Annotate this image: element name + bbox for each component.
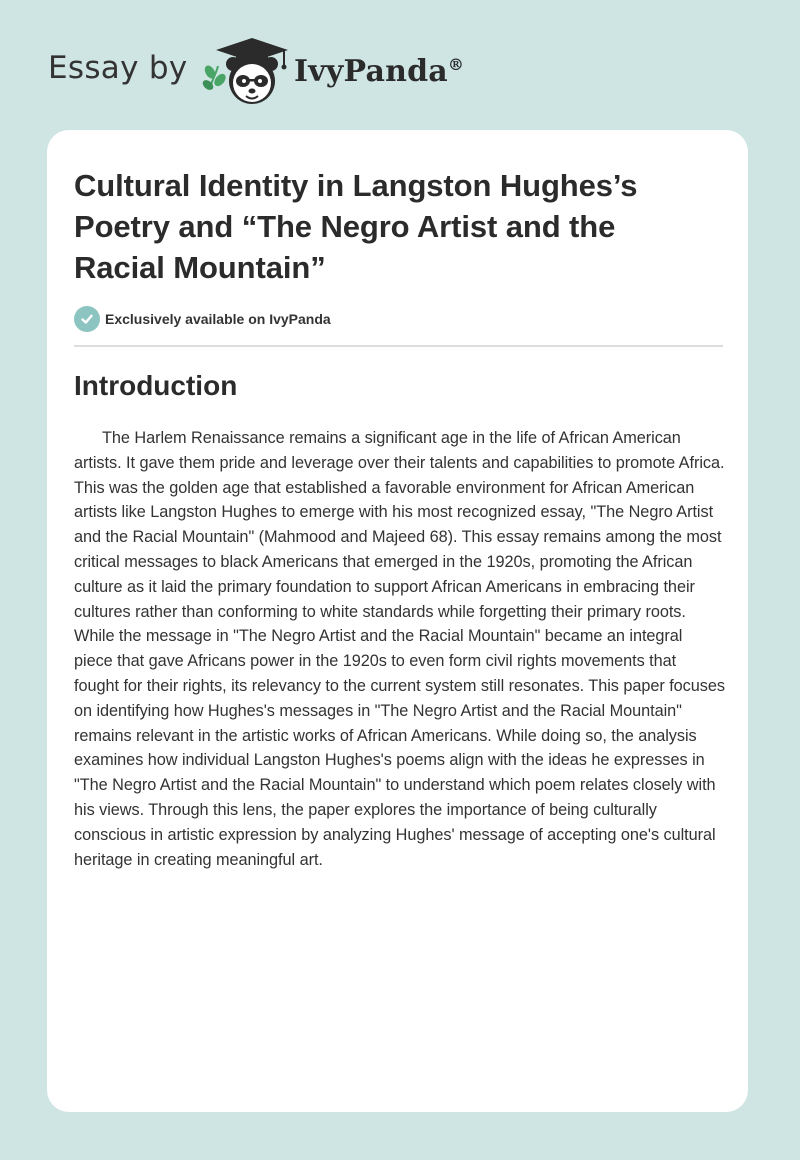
brand-name[interactable]: [294, 54, 464, 89]
essay-card: [47, 130, 748, 1112]
site-header: [0, 0, 800, 130]
exclusive-label: Exclusively available on IvyPanda: [105, 311, 331, 327]
brand-name-text: IvyPanda: [294, 54, 448, 89]
essay-paragraph: The Harlem Renaissance remains a significant age in the life of African American artists. It gave them pride and leverage over their talents and capabilities to promote Africa. This was the golden age that established a favorable environment for African American artists like Langston Hughes to emerge with his most recognized essay, "The Negro Artist and the Racial Mountain" (Mahmood and Majeed 68). This essay remains among the most critical messages to black Americans that emerged in the 1920s, promoting the African culture as it laid the primary foundation to support African Americans in embracing their cultures rather than conforming to white standards while forgetting their primary roots. While the message in "The Negro Artist and the Racial Mountain" became an integral piece that gave Africans power in the 1920s to even form civil rights movements that fought for their rights, its relevancy to the current system still resonates. This paper focuses on identifying how Hughes's messages in "The Negro Artist and the Racial Mountain" remains relevant in the artistic works of African Americans. While doing so, the analysis examines how individual Langston Hughes's poems align with the ideas he expresses in "The Negro Artist and the Racial Mountain" to understand which poem relates closely with his views. Through this lens, the paper explores the importance of being culturally conscious in artistic expression by analyzing Hughes' message of accepting one's cultural heritage in creating meaningful art.: [74, 429, 725, 869]
essay-title: Cultural Identity in Langston Hughes’s Poetry and “The Negro Artist and the Racial Mountain”: [74, 168, 638, 285]
exclusive-notice: [74, 306, 331, 332]
panda-graduation-cap-icon: [200, 36, 292, 108]
divider: [74, 345, 723, 347]
registered-mark: ®: [447, 55, 465, 74]
section-heading: Introduction: [74, 370, 238, 401]
brand-prefix: Essay by: [48, 50, 188, 86]
check-circle-icon: [74, 306, 100, 332]
leaf-icon: [201, 64, 228, 92]
